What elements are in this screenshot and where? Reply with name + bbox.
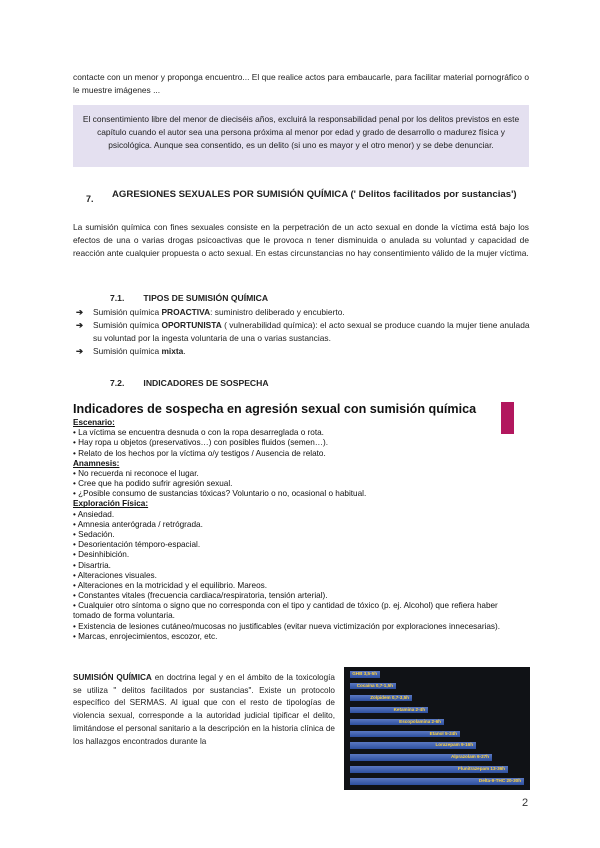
list-item: • Ansiedad. xyxy=(73,509,115,519)
list-item: • Desorientación témporo-espacial. xyxy=(73,540,201,550)
arrow-icon: ➔ xyxy=(76,307,84,317)
chart-bar xyxy=(350,731,460,738)
bar-label: Ketamina 2-4h xyxy=(393,706,425,712)
indicators-panel xyxy=(73,402,513,642)
bar-label: Etanol 5-24h xyxy=(429,730,457,736)
bar-label: GHB 3,5-5h xyxy=(352,671,377,676)
list-item: • Hay ropa u objetos (preservativos…) con posibles fluidos (semen…). xyxy=(73,438,328,448)
panel-title: Indicadores de sospecha en agresión sexual con sumisión química xyxy=(73,402,477,416)
list-item xyxy=(76,306,530,319)
item-bold: mixta xyxy=(161,346,184,357)
bar-label: Zolpidem 0,7-3,5h xyxy=(370,694,409,700)
chart-bar xyxy=(350,719,444,726)
chart-bar xyxy=(350,707,428,714)
detection-window-chart xyxy=(344,667,530,790)
chart-bar xyxy=(350,683,396,690)
list-item xyxy=(76,345,530,358)
item-bold: PROACTIVA xyxy=(161,307,211,317)
list-item: • ¿Posible consumo de sustancias tóxicas? Voluntario o no, ocasional o habitual. xyxy=(73,489,367,499)
arrow-icon: ➔ xyxy=(76,320,84,331)
list-item: • Alteraciones en la motricidad y el equilibrio. Mareos. xyxy=(73,580,268,590)
list-item: • Cualquier otro síntoma o signo que no corresponda con el tipo y cantidad de tóxico (p. ej. Alcohol) que refiera haber tomado de forma voluntaria. xyxy=(73,601,498,621)
list-item: • Disartria. xyxy=(73,560,111,570)
list-item: • Constantes vitales (frecuencia cardiaca/respiratoria, tensión arterial). xyxy=(73,591,328,601)
section-7-number: 7. xyxy=(86,194,94,204)
chart-bar xyxy=(350,695,412,702)
item-bold: OPORTUNISTA xyxy=(161,320,222,331)
list-item: • Existencia de lesiones cutáneo/mucosas no justificables (evitar nueva victimización por exploraciones innecesarias). xyxy=(73,621,501,631)
bar-label: Delta-9-THC 20-30h xyxy=(478,778,521,784)
item-text: Sumisión química xyxy=(93,346,162,357)
list-item: • Amnesia anterógrada / retrógrada. xyxy=(73,519,203,529)
item-text: ( vulnerabilidad química): el acto sexual se produce cuando la mujer tiene anulada su voluntad por la ingesta voluntaria de una o varias sustancias. xyxy=(93,320,530,344)
list-item: • Relato de los hechos por la víctima o/y testigos / Ausencia de relato. xyxy=(73,448,326,458)
item-text: Sumisión química xyxy=(93,307,162,317)
bar-label: Alprazolam 6-27h xyxy=(450,754,489,760)
list-item: • Sedación. xyxy=(73,530,115,539)
page-number: 2 xyxy=(522,797,529,809)
list-item: • La víctima se encuentra desnuda o con la ropa desarreglada o rota. xyxy=(73,428,324,438)
consent-callout: El consentimiento libre del menor de dieciséis años, excluirá la responsabilidad penal por los delitos previstos en este capítulo cuando el autor sea una persona próxima al menor por edad y grado de desarrollo o madurez física y psicológica. Aunque sea consentido, es un delito (si uno es mayor y el otro menor) y se debe denunciar. xyxy=(73,105,529,167)
list-item: • No recuerda ni reconoce el lugar. xyxy=(73,468,199,478)
anamnesis-heading: Anamnesis: xyxy=(73,458,120,468)
bar-label: Cocaína 0,7-1,5h xyxy=(356,682,393,688)
section-7-title: AGRESIONES SEXUALES POR SUMISIÓN QUÍMICA (' Delitos facilitados por sustancias') xyxy=(112,189,517,200)
chart-bar xyxy=(350,742,476,749)
section-7-2-title xyxy=(110,377,269,390)
chart-bar xyxy=(350,754,492,761)
item-text: : suministro deliberado y encubierto. xyxy=(210,307,345,317)
sumision-types-list xyxy=(76,306,530,358)
definition-bold: SUMISIÓN QUÍMICA xyxy=(73,673,152,682)
list-item xyxy=(76,319,530,345)
chart-bar xyxy=(350,778,524,785)
item-text: Sumisión química xyxy=(93,320,162,331)
section-7-2-title-text: 7.2. INDICADORES DE SOSPECHA xyxy=(110,378,269,388)
bar-label: Escopolamina 2-6h xyxy=(399,718,441,724)
exploracion-heading: Exploración Física: xyxy=(73,499,149,509)
section-7-1-title xyxy=(110,292,268,305)
chart-bar xyxy=(350,671,380,678)
list-item: • Desinhibición. xyxy=(73,550,130,560)
section-7-paragraph: La sumisión química con fines sexuales consiste en la perpetración de un acto sexual en donde la víctima está bajo los efectos de una o varias drogas psicoactivas que le provoca n tener disminuida o anulada su voluntad y capacidad de reacción ante cualquier propuesta o acto sexual. En estas circunstancias no hay consentimiento válido de la mujer víctima. xyxy=(73,222,529,259)
bar-label: Flunitrazepam 13-36h xyxy=(458,766,505,772)
panel-body xyxy=(73,418,513,642)
escenario-heading: Escenario: xyxy=(73,418,115,428)
chart-bar xyxy=(350,766,508,773)
section-7-1-title-text: 7.1. TIPOS DE SUMISIÓN QUÍMICA xyxy=(110,293,269,303)
list-item: • Marcas, enrojecimientos, escozor, etc. xyxy=(73,631,218,641)
bar-label: Lorazepam 9-16h xyxy=(435,742,473,748)
sumision-definition xyxy=(73,672,335,748)
arrow-icon: ➔ xyxy=(76,346,84,357)
list-item: • Cree que ha podido sufrir agresión sexual. xyxy=(73,479,233,489)
list-item: • Alteraciones visuales. xyxy=(73,570,157,580)
intro-paragraph: contacte con un menor y proponga encuentro... El que realice actos para embaucarle, para facilitar material pornográfico o le muestre imágenes ... xyxy=(73,72,529,96)
item-text: . xyxy=(183,346,186,357)
definition-text: en doctrina legal y en el ámbito de la toxicología se utiliza " delitos facilitados por sustancias". Existe un protocolo específico del SERMAS. Al igual que con el resto de tipologías de violencia sexual, corresponde a la autoridad judicial tipificar el delito, limitándose el personal sanitario a la descripción en la historia clínica de los hallazgos encontrados durante la xyxy=(73,673,335,746)
